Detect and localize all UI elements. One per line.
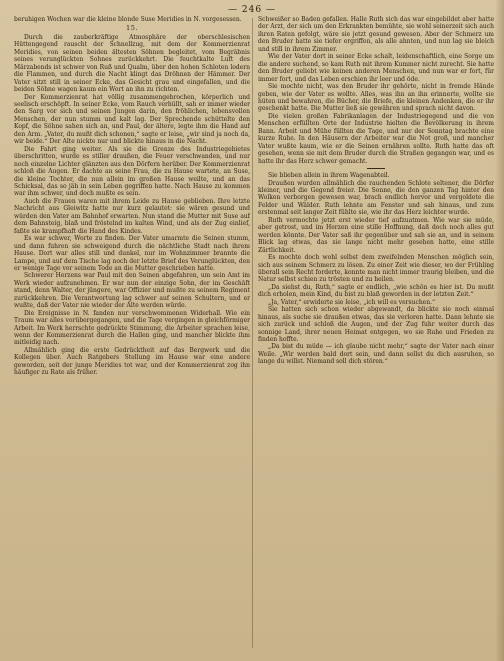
page-edge-shadow bbox=[495, 0, 504, 661]
right-paragraph: „Da bist du müde — ich glaube nicht mehr,“ sagte der Vater nach einer Weile. „Wir werden bald dort sein, und dann sollst du dich ausruhen, so lange du willst. Niemand soll dich stören.“ bbox=[258, 343, 494, 366]
right-paragraph: „Ja, Vater,“ erwiderte sie leise, „ich will es versuchen.“ bbox=[268, 298, 436, 306]
right-paragraph: Schweißer so Baden gefallen. Halle Ruth sich das war eingebildet aber hatte der Arzt, der sich um den Erkrankten bemühte, sie wohl seinerzeit sich auch ihren Raten gefolgt, wäre sie jetzt gesund gewesen. Aber der Schmerz um den Bruder hatte sie tiefer ergriffen, als alle ahnten, und nun lag sie bleich und still in ihrem Zimmer. bbox=[258, 16, 494, 53]
left-column-top-lines: beruhigen Wochen war die kleine blonde Suse Meridies in N. vorgesessen. bbox=[14, 16, 242, 23]
left-paragraph: Allmählich ging die erste Gedrücktheit auf das Bergwerk und die Kollegen über. Auch Ratgebers Stellung im Hause war eine andere geworden, seit der junge Meridies tot war, und der Kommerzienrat zog ihn häufiger zu Rate als früher. bbox=[14, 346, 250, 377]
right-paragraph: Sie mochte nicht, was den Bruder ihr gehörte, nicht in fremde Hände geben, wie der Vater es wollte. Alles, was ihn an ihn erinnerte, wollte sie hüten und bewahren, die Bücher, die Briefe, die kleinen Andenken, die er ihr geschenkt hatte. Die Mutter ließ sie gewähren und sprach nicht davon. bbox=[258, 83, 494, 113]
section-divider bbox=[367, 168, 385, 169]
column-rule bbox=[252, 18, 253, 648]
left-paragraph: Der Kommerzienrat hat völlig zusammengebrochen, körperlich und seelisch erschöpft. In seiner Ecke, vom Rauch verhüllt, sah er immer wieder den Sarg vor sich und seinen Jungen darin, den fröhlichen, lebensvollen Menschen, der nun stumm und kalt lag. Der Sprechende schüttelte den Kopf, die Söhne sahen sich an, und Paul, der ältere, legte ihm die Hand auf den Arm. „Vater, du mußt dich schonen,“ sagte er leise, „wir sind ja noch da, wir beide.“ Der Alte nickte nur und blickte hinaus in die Nacht. bbox=[14, 93, 250, 146]
right-paragraph: Es mochte doch wohl selbst dem zweifelnden Menschen möglich sein, sich aus seinem Schmerz zu lösen. Zu einer Zeit wie dieser, wo der Frühling überall sein Recht forderte, konnte man nicht immer traurig bleiben, und die Natur selbst schien zu trösten und zu heilen. bbox=[258, 254, 494, 284]
right-paragraph: Die vielen großen Fabrikanlagen der Industriegegend und die von Menschen erfüllten Orte der Industrie hielten die Bevölkerung in ihrem Bann. Arbeit und Mühe füllten die Tage, und nur der Sonntag brachte eine kurze Ruhe. In den Häusern der Arbeiter war die Not groß, und mancher Vater wußte kaum, wie er die Seinen ernähren sollte. Ruth hatte das oft gesehen, wenn sie mit dem Bruder durch die Straßen gegangen war, und es hatte ihr das Herz schwer gemacht. bbox=[258, 112, 494, 165]
right-paragraph: Draußen wurden allmählich die rauchenden Schlote seltener, die Dörfer kleiner, und die Gegend freier. Die Sonne, die den ganzen Tag hinter den Wolken verborgen gewesen war, brach endlich hervor und vergoldete die Felder und Wälder. Ruth lehnte am Fenster und sah hinaus, und zum erstenmal seit langer Zeit fühlte sie, wie ihr das Herz leichter wurde. bbox=[258, 179, 494, 217]
right-paragraph: Ruth vermochte jetzt erst wieder tief aufzuatmen. Wie war sie müde, aber getrost, und im Herzen eine stille Hoffnung, daß doch noch alles gut werden könnte. Der Vater saß ihr gegenüber und sah sie an, und in seinem Blick lag etwas, das sie lange nicht mehr gesehen hatte, eine stille Zärtlichkeit. bbox=[258, 216, 494, 254]
left-column bbox=[14, 16, 250, 652]
left-paragraph: Die Fahrt ging weiter. Als sie die Grenze des Industriegebietes überschritten, wurde es stiller draußen, die Feuer verschwanden, und nur noch einzelne Lichter glänzten aus den Dörfern herüber. Der Kommerzienrat schloß die Augen. Er dachte an seine Frau, die zu Hause wartete, an Suse, die kleine Tochter, die nun allein im großen Hause weilte, und an das Schicksal, das so jäh in sein Leben gegriffen hatte. Nach Hause zu kommen war ihm schwer, und doch mußte es sein. bbox=[14, 145, 250, 198]
right-paragraph: Wie der Vater dort in seiner Ecke schalt, leidenschaftlich, eine Sorge um die andere suchend, so kam Ruth mit ihrem Kummer nicht zurecht. Sie hatte den Bruder geliebt wie keinen anderen Menschen, und nun war er fort, für immer fort, und das Leben erschien ihr leer und öde. bbox=[258, 53, 494, 83]
section-number: 15. bbox=[126, 24, 138, 33]
left-paragraph: Es war schwer, Worte zu finden. Der Vater umarmte die Seinen stumm, und dann fuhren sie schweigend durch die nächtliche Stadt nach ihrem Hause. Dort war alles still und dunkel, nur im Wohnzimmer brannte die Lampe, und auf dem Tische lag noch der letzte Brief des Verunglückten, den er wenige Tage vor seinem Tode an die Mutter geschrieben hatte. bbox=[14, 235, 250, 272]
left-paragraph: Durch die zauberkräftige Atmosphäre der oberschlesischen Hüttengegend rauscht der Schnellzug, mit dem der Kommerzienrat Meridies, von seinen beiden ältesten Söhnen begleitet, vom Begräbnis seines verunglückten Sohnes zurückkehrt. Die feuchtkalte Luft des Märzabends ist schwer von Ruß und Qualm, über den hohen Schloten lodern die Flammen, und durch die Nacht klingt das Dröhnen der Hämmer. Der Vater sitzt still in seiner Ecke, das Gesicht grau und eingefallen, und die beiden Söhne wagen kaum ein Wort an ihn zu richten. bbox=[14, 33, 250, 94]
right-paragraph: Sie blieben allein in ihrem Wagenabteil. bbox=[268, 172, 390, 180]
left-paragraph: Auch die Frauen waren mit ihrem Leide zu Hause geblieben. Ihre letzte Nachricht aus Gleiwitz hatte nur kurz gelautet: sie wären gesund und würden den Vater am Bahnhof erwarten. Nun stand die Mutter mit Suse auf dem Bahnsteig, blaß und fröstelnd im kalten Wind, und als der Zug einlief, faßte sie krampfhaft die Hand des Kindes. bbox=[14, 197, 250, 235]
right-column bbox=[258, 16, 494, 652]
left-paragraph: Die Ereignisse in N. fanden nur verschwommenen Widerhall. Wie ein Traum war alles vorübergegangen, und die Tage vergingen in gleichförmiger Arbeit. Im Werk herrschte gedrückte Stimmung, die Arbeiter sprachen leise, wenn der Kommerzienrat durch die Hallen ging, und mancher blickte ihm mitleidig nach. bbox=[14, 309, 250, 347]
right-paragraph: „Da siehst du, Ruth,“ sagte er endlich, „wie schön es hier ist. Du mußt dich erholen, mein Kind, du bist zu blaß geworden in der letzten Zeit.“ bbox=[258, 283, 494, 299]
page-number: — 246 — bbox=[228, 5, 276, 15]
left-paragraph: Schwerer Herzens war Paul mit den Seinen abgefahren, um sein Amt im Werk wieder aufzunehmen. Er war nun der einzige Sohn, der im Geschäft stand, denn Walter, der jüngere, war Offizier und mußte zu seinem Regiment zurückkehren. Die Verantwortung lag schwer auf seinen Schultern, und er wußte, daß der Vater nie wieder der Alte werden würde. bbox=[14, 272, 250, 310]
right-paragraph: Sie hatten sich schon wieder abgewandt, da blickte sie noch einmal hinaus, als suche sie draußen etwas, das sie verloren hatte. Dann lehnte sie sich zurück und schloß die Augen, und der Zug fuhr weiter durch das sonnige Land, ihrer neuen Heimat entgegen, wo sie Ruhe und Frieden zu finden hoffte. bbox=[258, 306, 494, 344]
